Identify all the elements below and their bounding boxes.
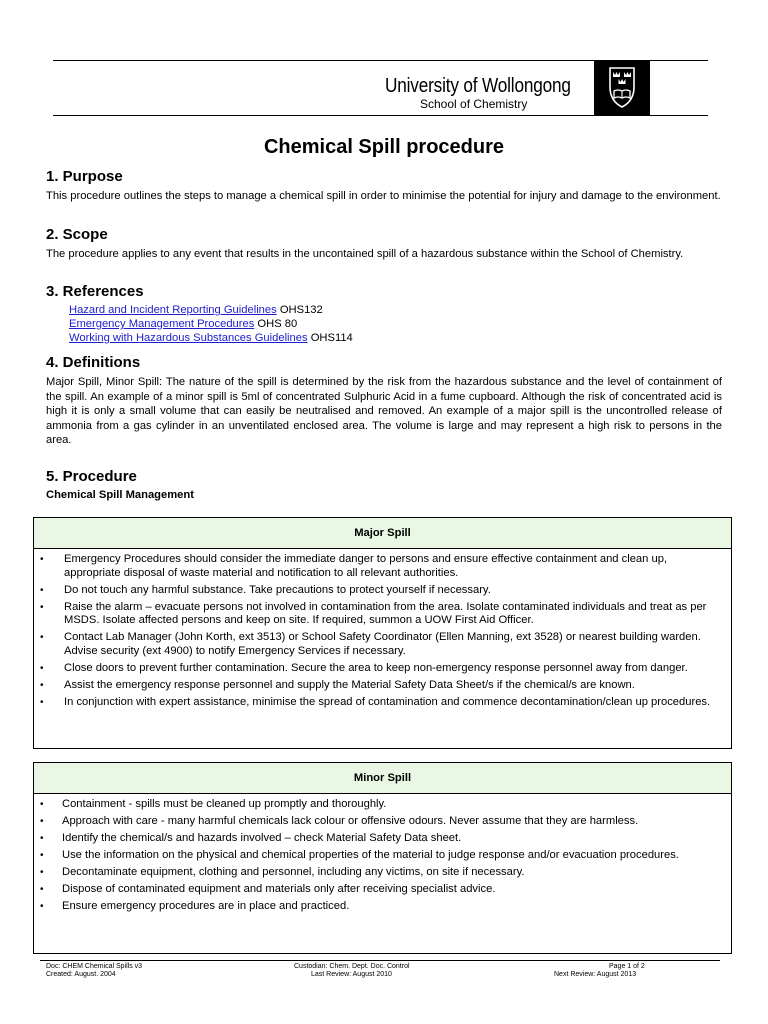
bullet-icon: • — [40, 901, 44, 912]
footer-custodian: Custodian: Chem. Dept. Doc. Control — [294, 963, 410, 970]
bullet-icon: • — [40, 799, 44, 810]
major-spill-header: Major Spill — [34, 518, 731, 549]
list-item — [34, 696, 731, 710]
list-item — [34, 849, 731, 863]
header-bottom-rule — [53, 115, 708, 116]
bullet-icon: • — [40, 884, 44, 895]
list-item-text: Use the information on the physical and chemical properties of the material to judge response and/or evacuation procedures. — [62, 849, 679, 861]
footer-rule — [40, 960, 720, 961]
university-name: University of Wollongong — [385, 75, 571, 97]
reference-link-hazardous-substances[interactable]: Working with Hazardous Substances Guidelines — [69, 332, 308, 344]
reference-link-hazard-incident[interactable]: Hazard and Incident Reporting Guidelines — [69, 304, 277, 316]
list-item-text: Decontaminate equipment, clothing and personnel, including any victims, on site if necessary. — [62, 866, 525, 878]
bullet-icon: • — [40, 554, 44, 565]
list-item-text: Do not touch any harmful substance. Take precautions to protect yourself if necessary. — [64, 583, 491, 596]
bullet-icon: • — [40, 696, 44, 708]
list-item — [34, 866, 731, 880]
reference-item — [69, 332, 353, 344]
list-item — [34, 900, 731, 914]
footer-created: Created: August. 2004 — [46, 971, 116, 978]
bullet-icon: • — [40, 584, 44, 596]
page-title: Chemical Spill procedure — [263, 136, 505, 158]
major-spill-table — [33, 517, 732, 749]
list-item-text: Close doors to prevent further contamination. Secure the area to keep non-emergency response personnel away from danger. — [64, 661, 688, 674]
bullet-icon: • — [40, 601, 44, 613]
list-item-text: Dispose of contaminated equipment and materials only after receiving specialist advice. — [62, 883, 496, 895]
bullet-icon: • — [40, 679, 44, 691]
footer-page-number: Page 1 of 2 — [609, 963, 645, 970]
reference-code: OHS132 — [276, 304, 323, 316]
reference-item — [69, 318, 297, 330]
footer-doc: Doc: CHEM Chemical Spills v3 — [46, 963, 143, 970]
reference-code: OHS114 — [307, 332, 353, 344]
reference-item — [69, 304, 323, 316]
bullet-icon: • — [40, 662, 44, 674]
list-item — [34, 798, 731, 812]
list-item-text: Contact Lab Manager (John Korth, ext 3513) or School Safety Coordinator (Ellen Manning, ext 3528) or nearest building warden. Advise security (ext 4900) to notify Emergency Services if necessary. — [64, 631, 701, 657]
list-item-text: Raise the alarm – evacuate persons not involved in contamination from the area. Isolate contaminated individuals and treat as per MSDS. Isolate affected persons and keep on site. If required, summon a UOW First Aid Officer. — [64, 600, 707, 626]
definitions-heading: 4. Definitions — [46, 354, 141, 371]
scope-text: The procedure applies to any event that results in the uncontained spill of a hazardous substance within the School of Chemistry. — [46, 248, 684, 260]
list-item-text: In conjunction with expert assistance, minimise the spread of contamination and commence decontamination/clean up procedures. — [64, 695, 711, 708]
list-item — [34, 679, 731, 693]
procedure-heading: 5. Procedure — [46, 468, 137, 485]
purpose-text: This procedure outlines the steps to manage a chemical spill in order to minimise the potential for injury and damage to the environment. — [46, 190, 721, 202]
list-item-text: Assist the emergency response personnel and supply the Material Safety Data Sheet/s if the chemical/s are known. — [64, 678, 635, 691]
list-item-text: Containment - spills must be cleaned up promptly and thoroughly. — [62, 798, 387, 810]
list-item-text: Identify the chemical/s and hazards involved – check Material Safety Data sheet. — [62, 832, 462, 844]
list-item — [34, 815, 731, 829]
university-crest-logo — [594, 61, 650, 115]
footer-next-review: Next Review: August 2013 — [554, 971, 637, 978]
references-heading: 3. References — [46, 283, 144, 300]
reference-link-emergency-management[interactable]: Emergency Management Procedures — [69, 318, 255, 330]
list-item — [34, 631, 731, 658]
list-item-text: Emergency Procedures should consider the immediate danger to persons and ensure effective containment and clean up, appropriate disposal of waste material and notification to all relevant authorities. — [64, 553, 668, 579]
bullet-icon: • — [40, 833, 44, 844]
list-item — [34, 832, 731, 846]
list-item — [34, 662, 731, 676]
scope-heading: 2. Scope — [46, 226, 108, 243]
bullet-icon: • — [40, 867, 44, 878]
reference-code: OHS 80 — [254, 318, 298, 330]
bullet-icon: • — [40, 816, 44, 827]
list-item — [34, 601, 731, 628]
crest-icon — [594, 61, 650, 115]
list-item — [34, 553, 731, 580]
definitions-text: Major Spill, Minor Spill: The nature of the spill is determined by the risk from the hazardous substance and the level of containment of the spill. An example of a minor spill is 5ml of concentrated Sulphuric Acid in a fume cupboard. Although the risk of concentrated acid is high it is only a small volume that can easily be neutralised and removed. An example of a major spill is the uncontrolled release of ammonia from a gas cylinder in an unventilated enclosed area. The volume is large and may represent a high risk to persons in the area. — [46, 376, 722, 446]
procedure-subheading: Chemical Spill Management — [46, 489, 194, 501]
footer-last-review: Last Review: August 2010 — [311, 971, 392, 978]
minor-spill-list — [34, 794, 731, 914]
list-item — [34, 584, 731, 598]
minor-spill-table — [33, 762, 732, 954]
bullet-icon: • — [40, 850, 44, 861]
bullet-icon: • — [40, 632, 44, 643]
list-item-text: Approach with care - many harmful chemicals lack colour or offensive odours. Never assume that they are harmless. — [62, 815, 639, 827]
purpose-heading: 1. Purpose — [46, 168, 123, 185]
list-item-text: Ensure emergency procedures are in place and practiced. — [62, 900, 350, 912]
school-name: School of Chemistry — [420, 97, 528, 111]
list-item — [34, 883, 731, 897]
major-spill-list — [34, 549, 731, 709]
minor-spill-header: Minor Spill — [34, 763, 731, 794]
